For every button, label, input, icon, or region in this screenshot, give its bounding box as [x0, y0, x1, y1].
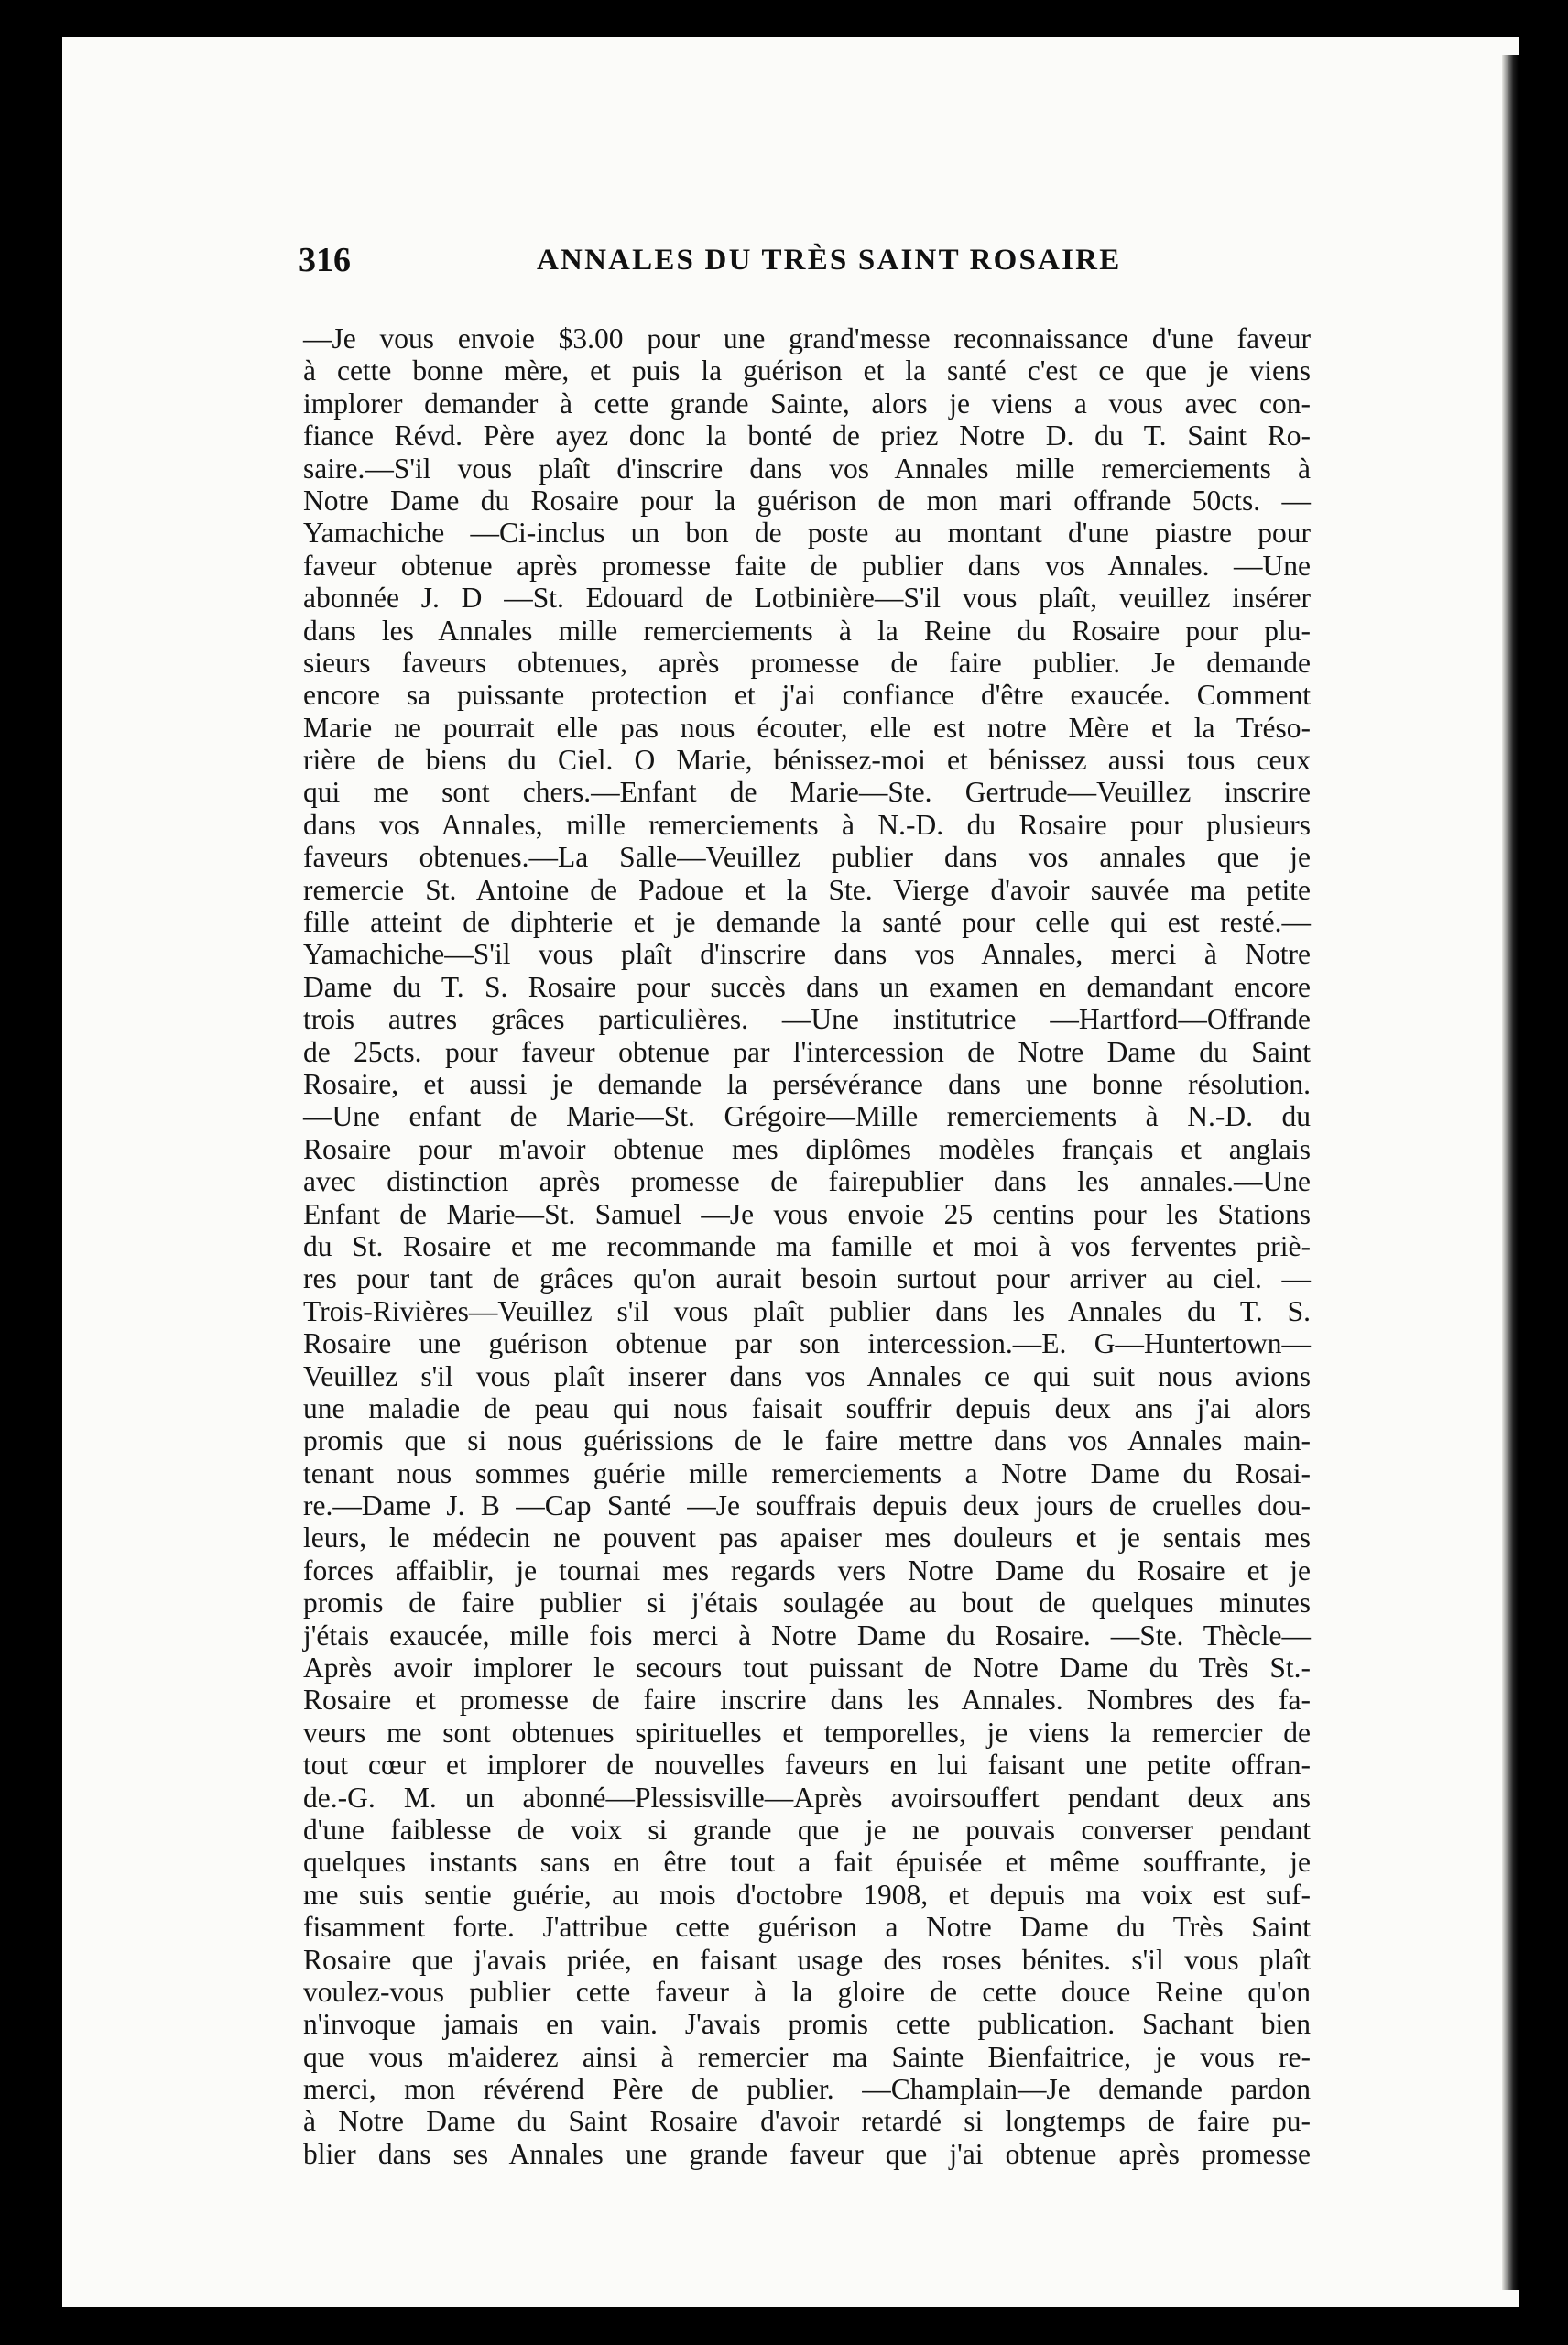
text-line: blier dans ses Annales une grande faveur que j'ai obtenue après promesse — [303, 2137, 1311, 2170]
text-line: res pour tant de grâces qu'on aurait besoin surtout pour arriver au ciel. — — [303, 1262, 1311, 1295]
text-line: promis de faire publier si j'étais soulagée au bout de quelques minutes — [303, 1587, 1311, 1620]
text-line: —Une enfant de Marie—St. Grégoire—Mille remerciements à N.-D. du — [303, 1100, 1311, 1133]
text-line: —Je vous envoie $3.00 pour une grand'messe reconnaissance d'une faveur — [303, 322, 1311, 354]
text-line: fiance Révd. Père ayez donc la bonté de priez Notre D. du T. Saint Ro- — [303, 420, 1311, 453]
text-line: Dame du T. S. Rosaire pour succès dans un examen en demandant encore — [303, 970, 1311, 1003]
text-line: faveur obtenue après promesse faite de publier dans vos Annales. —Une — [303, 549, 1311, 582]
text-line: Rosaire, et aussi je demande la persévérance dans une bonne résolution. — [303, 1067, 1311, 1100]
text-line: re.—Dame J. B —Cap Santé —Je souffrais depuis deux jours de cruelles dou- — [303, 1489, 1311, 1522]
text-line: quelques instants sans en être tout a fait épuisée et même souffrante, je — [303, 1846, 1311, 1879]
text-line: que vous m'aiderez ainsi à remercier ma Sainte Bienfaitrice, je vous re- — [303, 2040, 1311, 2073]
text-line: leurs, le médecin ne pouvent pas apaiser mes douleurs et je sentais mes — [303, 1522, 1311, 1554]
text-line: Notre Dame du Rosaire pour la guérison de mon mari offrande 50cts. — — [303, 484, 1311, 517]
text-line: j'étais exaucée, mille fois merci à Notre Dame du Rosaire. —Ste. Thècle— — [303, 1619, 1311, 1652]
text-line: fisamment forte. J'attribue cette guérison a Notre Dame du Très Saint — [303, 1911, 1311, 1944]
text-line: de 25cts. pour faveur obtenue par l'intercession de Notre Dame du Saint — [303, 1035, 1311, 1068]
text-line: d'une faiblesse de voix si grande que je ne pouvais converser pendant — [303, 1813, 1311, 1846]
running-title: ANNALES DU TRÈS SAINT ROSAIRE — [537, 244, 1122, 277]
text-line: abonnée J. D —St. Edouard de Lotbinière—S'il vous plaît, veuillez insérer — [303, 582, 1311, 615]
text-line: n'invoque jamais en vain. J'avais promis cette publication. Sachant bien — [303, 2008, 1311, 2041]
text-line: Rosaire une guérison obtenue par son intercession.—E. G—Huntertown— — [303, 1327, 1311, 1360]
text-line: rière de biens du Ciel. O Marie, bénissez-moi et bénissez aussi tous ceux — [303, 744, 1311, 777]
text-line: dans vos Annales, mille remerciements à N.-D. du Rosaire pour plusieurs — [303, 808, 1311, 841]
text-line: Marie ne pourrait elle pas nous écouter, elle est notre Mère et la Tréso- — [303, 711, 1311, 744]
text-line: merci, mon révérend Père de publier. —Champlain—Je demande pardon — [303, 2073, 1311, 2106]
page-number: 316 — [299, 241, 351, 279]
text-line: remercie St. Antoine de Padoue et la Ste. Vierge d'avoir sauvée ma petite — [303, 873, 1311, 906]
text-line: promis que si nous guérissions de le faire mettre dans vos Annales main- — [303, 1424, 1311, 1457]
text-line: Rosaire et promesse de faire inscrire dans les Annales. Nombres des fa- — [303, 1684, 1311, 1717]
text-line: qui me sont chers.—Enfant de Marie—Ste. Gertrude—Veuillez inscrire — [303, 776, 1311, 809]
text-line: Trois-Rivières—Veuillez s'il vous plaît publier dans les Annales du T. S. — [303, 1294, 1311, 1327]
text-line: Rosaire que j'avais priée, en faisant usage des roses bénites. s'il vous plaît — [303, 1943, 1311, 1976]
text-line: de.-G. M. un abonné—Plessisville—Après avoirsouffert pendant deux ans — [303, 1781, 1311, 1814]
text-line: forces affaiblir, je tournai mes regards vers Notre Dame du Rosaire et je — [303, 1554, 1311, 1587]
text-line: voulez-vous publier cette faveur à la gloire de cette douce Reine qu'on — [303, 1975, 1311, 2008]
text-line: faveurs obtenues.—La Salle—Veuillez publier dans vos annales que je — [303, 841, 1311, 874]
text-line: tout cœur et implorer de nouvelles faveurs en lui faisant une petite offran- — [303, 1749, 1311, 1782]
text-line: trois autres grâces particulières. —Une institutrice —Hartford—Offrande — [303, 1003, 1311, 1036]
text-line: Yamachiche —Ci-inclus un bon de poste au montant d'une piastre pour — [303, 517, 1311, 550]
text-line: à Notre Dame du Saint Rosaire d'avoir retardé si longtemps de faire pu- — [303, 2105, 1311, 2138]
page-binding-edge — [1502, 55, 1519, 2290]
text-line: fille atteint de diphterie et je demande la santé pour celle qui est resté.— — [303, 906, 1311, 939]
text-line: avec distinction après promesse de fairepublier dans les annales.—Une — [303, 1165, 1311, 1198]
text-line: Rosaire pour m'avoir obtenue mes diplômes modèles français et anglais — [303, 1132, 1311, 1165]
text-line: veurs me sont obtenues spirituelles et temporelles, je viens la remercier de — [303, 1716, 1311, 1749]
text-line: encore sa puissante protection et j'ai confiance d'être exaucée. Comment — [303, 679, 1311, 712]
text-line: sieurs faveurs obtenues, après promesse de faire publier. Je demande — [303, 646, 1311, 679]
body-text — [303, 322, 1311, 2170]
text-line: me suis sentie guérie, au mois d'octobre 1908, et depuis ma voix est suf- — [303, 1878, 1311, 1911]
text-line: Veuillez s'il vous plaît inserer dans vos Annales ce qui suit nous avions — [303, 1359, 1311, 1392]
text-line: implorer demander à cette grande Sainte, alors je viens a vous avec con- — [303, 387, 1311, 420]
text-line: une maladie de peau qui nous faisait souffrir depuis deux ans j'ai alors — [303, 1391, 1311, 1424]
text-line: Yamachiche—S'il vous plaît d'inscrire dans vos Annales, merci à Notre — [303, 938, 1311, 971]
text-line: Enfant de Marie—St. Samuel —Je vous envoie 25 centins pour les Stations — [303, 1197, 1311, 1230]
text-line: du St. Rosaire et me recommande ma famille et moi à vos ferventes priè- — [303, 1229, 1311, 1262]
text-line: à cette bonne mère, et puis la guérison et la santé c'est ce que je viens — [303, 354, 1311, 387]
text-line: Après avoir implorer le secours tout puissant de Notre Dame du Très St.- — [303, 1652, 1311, 1685]
text-line: tenant nous sommes guérie mille remerciements a Notre Dame du Rosai- — [303, 1456, 1311, 1489]
page-header — [299, 234, 1315, 289]
text-line: dans les Annales mille remerciements à la Reine du Rosaire pour plu- — [303, 614, 1311, 647]
text-line: saire.—S'il vous plaît d'inscrire dans vos Annales mille remerciements à — [303, 452, 1311, 485]
